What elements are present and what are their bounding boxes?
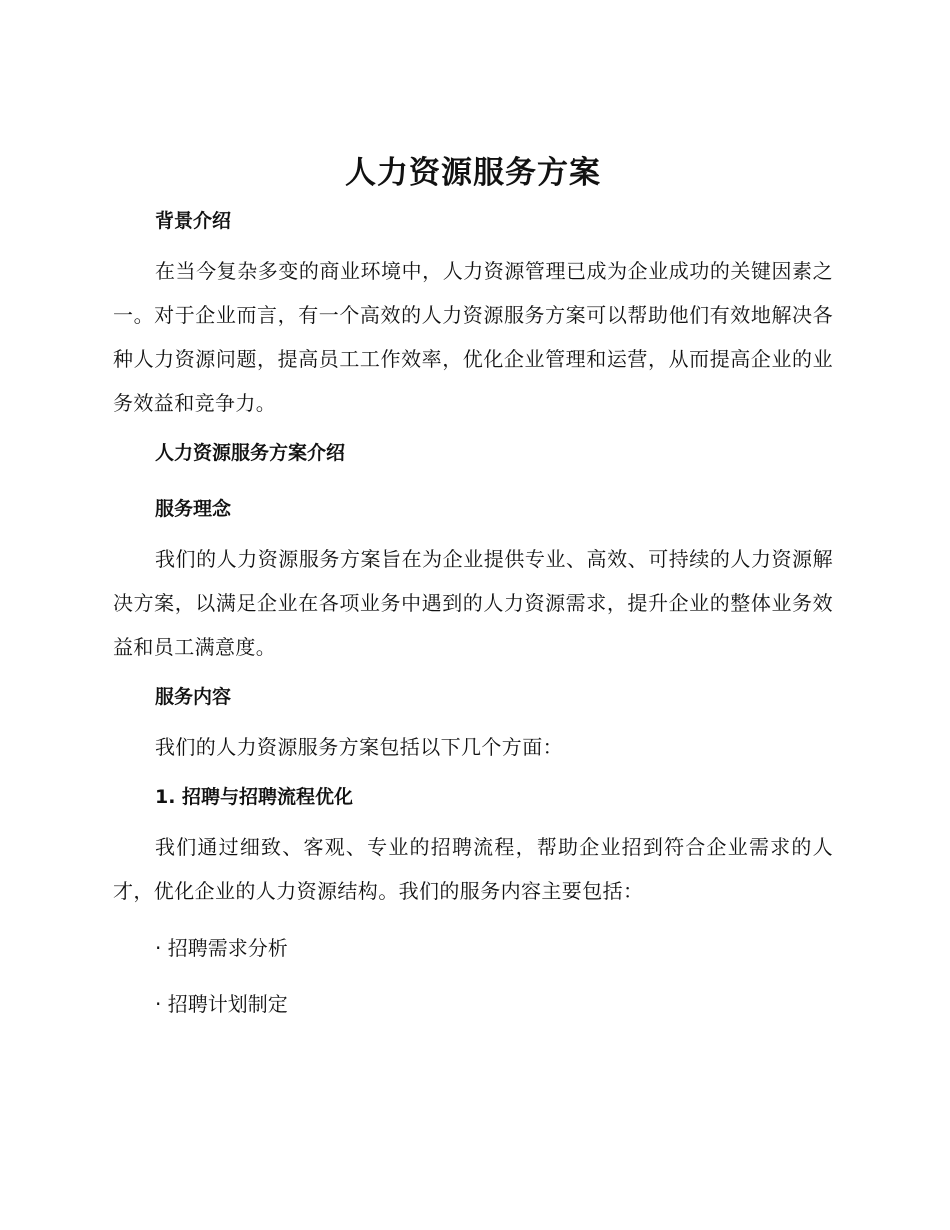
- heading-intro: 人力资源服务方案介绍: [155, 442, 346, 464]
- document-content: [113, 148, 833, 1019]
- paragraph-background: 在当今复杂多变的商业环境中，人力资源管理已成为企业成功的关键因素之一。对于企业而言，有一个高效的人力资源服务方案可以帮助他们有效地解决各种人力资源问题，提高员工工作效率，优化企业管理和运营，从而提高企业的业务效益和竞争力。: [113, 259, 833, 415]
- heading-content: 服务内容: [155, 686, 232, 708]
- paragraph-philosophy: 我们的人力资源服务方案旨在为企业提供专业、高效、可持续的人力资源解决方案，以满足企业在各项业务中遇到的人力资源需求，提升企业的整体业务效益和员工满意度。: [113, 547, 833, 659]
- paragraph-content: 我们的人力资源服务方案包括以下几个方面：: [155, 735, 563, 759]
- heading-recruit: 1. 招聘与招聘流程优化: [155, 786, 354, 808]
- heading-background: 背景介绍: [155, 210, 232, 232]
- document-title: 人力资源服务方案: [345, 155, 601, 191]
- heading-philosophy: 服务理念: [155, 498, 232, 520]
- list-item: · 招聘计划制定: [155, 992, 288, 1016]
- paragraph-recruit: 我们通过细致、客观、专业的招聘流程，帮助企业招到符合企业需求的人才，优化企业的人力资源结构。我们的服务内容主要包括：: [113, 835, 833, 903]
- list-item: · 招聘需求分析: [155, 936, 288, 960]
